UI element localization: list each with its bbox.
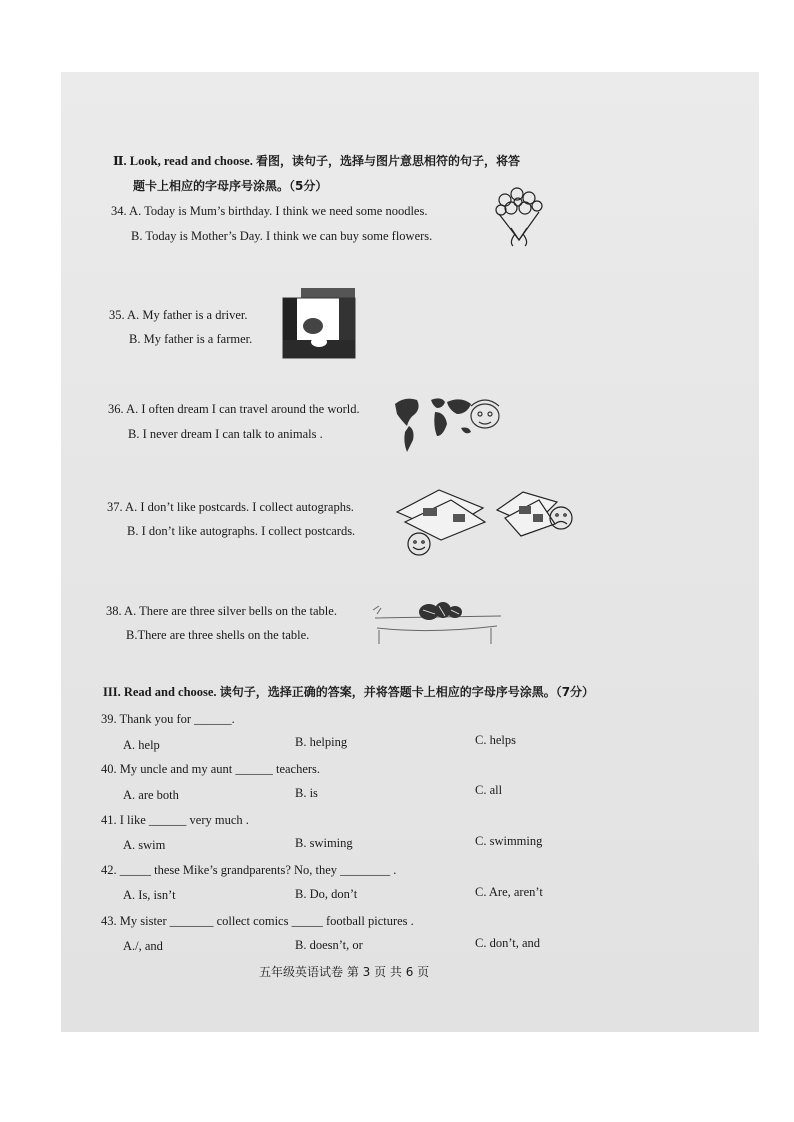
- driver-photo-icon: [281, 284, 357, 360]
- q42-question: 42. _____ these Mike’s grandparents? No, they ________ .: [101, 863, 397, 877]
- q43-option-c: C. don’t, and: [475, 936, 541, 950]
- section-2-heading: [113, 152, 520, 169]
- q39-option-b: B. helping: [295, 735, 348, 749]
- q39-question: 39. Thank you for ______.: [101, 712, 235, 726]
- q40-option-c: C. all: [475, 783, 503, 797]
- q41-option-c: C. swimming: [475, 834, 543, 848]
- q37-option-a: 37. A. I don’t like postcards. I collect autographs.: [107, 500, 354, 514]
- q36-option-b: B. I never dream I can talk to animals .: [128, 427, 323, 441]
- section-2-heading-zh: 看图，读句子，选择与图片意思相符的句子，将答: [255, 154, 520, 168]
- exam-page: [61, 72, 759, 1032]
- section-2-heading-line2: [133, 177, 327, 194]
- postcards-icon: [393, 482, 583, 560]
- q39-option-a: A. help: [123, 738, 160, 752]
- q39-option-c: C. helps: [475, 733, 516, 747]
- q40-option-b: B. is: [295, 786, 318, 800]
- q34-option-b: B. Today is Mother’s Day. I think we can buy some flowers.: [131, 229, 433, 243]
- section-3-heading-zh: 读句子，选择正确的答案，并将答题卡上相应的字母序号涂黑。（7分）: [219, 685, 595, 699]
- q37-option-b: B. I don’t like autographs. I collect postcards.: [127, 524, 356, 538]
- section-2-heading-zh2: 题卡上相应的字母序号涂黑。（5分）: [133, 179, 328, 193]
- q41-question: 41. I like ______ very much .: [101, 813, 249, 827]
- q36-option-a: 36. A. I often dream I can travel around the world.: [108, 402, 360, 416]
- page-footer: 五年级英语试卷 第 3 页 共 6 页: [259, 965, 430, 979]
- q35-option-b: B. My father is a farmer.: [129, 332, 253, 346]
- section-3-heading: [103, 683, 594, 700]
- section-2-heading-en: Ⅱ. Look, read and choose.: [113, 154, 253, 168]
- q42-option-a: A. Is, isn’t: [123, 888, 176, 902]
- flower-bouquet-icon: [485, 182, 555, 252]
- q42-option-c: C. Are, aren’t: [475, 885, 543, 899]
- q38-option-a: 38. A. There are three silver bells on the table.: [106, 604, 337, 618]
- q43-question: 43. My sister _______ collect comics _____ football pictures .: [101, 914, 414, 928]
- q34-option-a: 34. A. Today is Mum’s birthday. I think we need some noodles.: [111, 204, 428, 218]
- q41-option-b: B. swiming: [295, 836, 353, 850]
- q38-option-b: B.There are three shells on the table.: [126, 628, 310, 642]
- q40-question: 40. My uncle and my aunt ______ teachers.: [101, 762, 321, 776]
- section-3-heading-en: III. Read and choose.: [103, 685, 217, 699]
- q41-option-a: A. swim: [123, 838, 166, 852]
- q43-option-b: B. doesn’t, or: [295, 938, 363, 952]
- q43-option-a: A./, and: [123, 939, 163, 953]
- q35-option-a: 35. A. My father is a driver.: [109, 308, 248, 322]
- q40-option-a: A. are both: [123, 788, 179, 802]
- shells-on-table-icon: [371, 594, 507, 650]
- world-map-icon: [391, 390, 507, 454]
- q42-option-b: B. Do, don’t: [295, 887, 358, 901]
